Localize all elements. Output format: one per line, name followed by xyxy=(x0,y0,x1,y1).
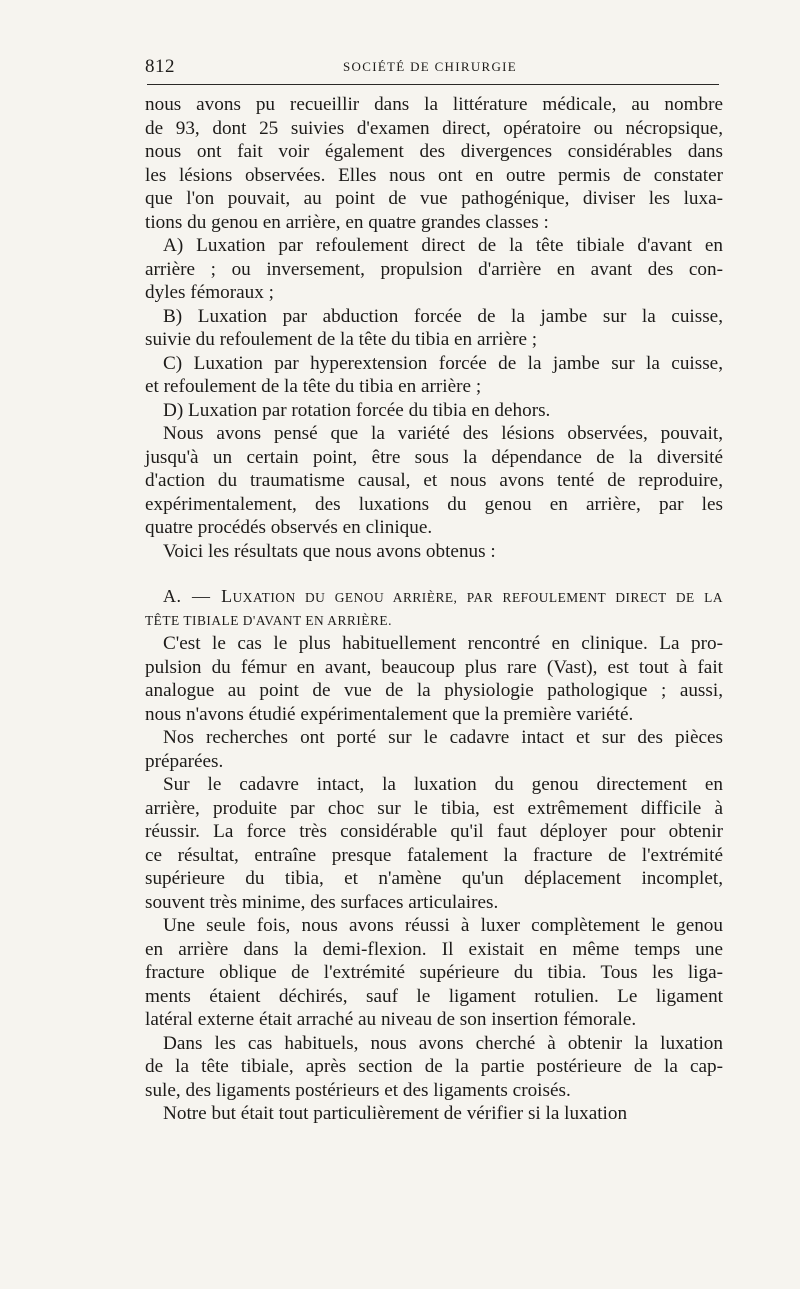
text-line: ments étaient déchirés, sauf le ligament rotulien. Le ligament xyxy=(145,985,723,1007)
text-line: Nos recherches ont porté sur le cadavre intact et sur des pièces xyxy=(163,727,723,748)
paragraph xyxy=(145,1032,725,1103)
page-header xyxy=(145,50,725,84)
text-line: D) Luxation par rotation forcée du tibia en dehors. xyxy=(163,399,551,421)
text-line: d'action du traumatisme causal, et nous avons tenté de reproduire, xyxy=(145,470,723,491)
text-line: Notre but était tout particulièrement de vérifier si la luxation xyxy=(163,1103,628,1124)
running-head: SOCIÉTÉ DE CHIRURGIE xyxy=(343,59,518,74)
paragraph xyxy=(145,399,725,423)
body-text-part-1 xyxy=(145,93,725,563)
section-heading-rest: UXATION DU GENOU ARRIÈRE, PAR REFOULEMENT DIRECT DE LA xyxy=(232,590,723,605)
text-line: suivie du refoulement de la tête du tibia en arrière ; xyxy=(145,329,538,350)
text-line: Une seule fois, nous avons réussi à luxer complètement le genou xyxy=(163,915,723,936)
section-heading-line-2: TÊTE TIBIALE D'AVANT EN ARRIÈRE. xyxy=(145,613,392,628)
paragraph xyxy=(145,773,725,914)
paragraph xyxy=(145,632,725,726)
section-first-capital: L xyxy=(221,586,233,606)
body-text-part-2 xyxy=(145,632,725,1126)
text-line: Dans les cas habituels, nous avons cherché à obtenir la luxation xyxy=(163,1032,723,1054)
text-line: ce résultat, entraîne presque fatalement la fracture de l'extrémité xyxy=(145,844,723,866)
page xyxy=(145,50,725,1126)
text-line: les lésions observées. Elles nous ont en outre permis de constater xyxy=(145,164,723,186)
text-line: analogue au point de vue de la physiologie pathologique ; aussi, xyxy=(145,680,723,701)
paragraph xyxy=(145,914,725,1032)
text-line: nous avons pu recueillir dans la littérature médicale, au nombre xyxy=(145,94,723,115)
text-line: nous ont fait voir également des divergences considérables dans xyxy=(145,141,723,162)
text-line: nous n'avons étudié expérimentalement que la première variété. xyxy=(145,703,634,725)
text-line: arrière, produite par choc sur le tibia, est extrêmement difficile à xyxy=(145,797,723,819)
text-line: A) Luxation par refoulement direct de la tête tibiale d'avant en xyxy=(163,235,723,256)
text-line: fracture oblique de l'extrémité supérieure du tibia. Tous les liga- xyxy=(145,962,723,983)
paragraph xyxy=(145,1102,725,1126)
text-line: en arrière dans la demi-flexion. Il existait en même temps une xyxy=(145,938,723,960)
paragraph xyxy=(145,234,725,305)
paragraph xyxy=(145,726,725,773)
paragraph xyxy=(145,305,725,352)
text-line: Nous avons pensé que la variété des lésions observées, pouvait, xyxy=(163,423,723,444)
section-label: A. — xyxy=(163,586,222,606)
paragraph xyxy=(145,93,725,234)
header-rule xyxy=(147,84,719,85)
section-heading-line-1 xyxy=(145,585,723,609)
text-line: supérieure du tibia, et n'amène qu'un déplacement incomplet, xyxy=(145,868,723,889)
text-line: Voici les résultats que nous avons obtenus : xyxy=(163,540,496,562)
text-line: arrière ; ou inversement, propulsion d'arrière en avant des con- xyxy=(145,258,723,280)
text-line: de 93, dont 25 suivies d'examen direct, opératoire ou nécropsique, xyxy=(145,117,723,139)
text-line: latéral externe était arraché au niveau de son insertion fémorale. xyxy=(145,1009,637,1030)
text-line: jusqu'à un certain point, être sous la dépendance de la diversité xyxy=(145,446,723,468)
section-heading xyxy=(145,585,725,632)
paragraph xyxy=(145,540,725,564)
text-line: que l'on pouvait, au point de vue pathogénique, diviser les luxa- xyxy=(145,188,723,209)
paragraph xyxy=(145,422,725,540)
text-line: souvent très minime, des surfaces articulaires. xyxy=(145,891,499,913)
paragraph xyxy=(145,352,725,399)
text-line: B) Luxation par abduction forcée de la jambe sur la cuisse, xyxy=(163,305,723,327)
text-line: tions du genou en arrière, en quatre grandes classes : xyxy=(145,211,549,233)
page-number: 812 xyxy=(145,56,175,77)
text-line: dyles fémoraux ; xyxy=(145,282,274,303)
text-line: Sur le cadavre intact, la luxation du genou directement en xyxy=(163,774,723,795)
text-line: préparées. xyxy=(145,750,224,772)
text-line: C'est le cas le plus habituellement rencontré en clinique. La pro- xyxy=(163,633,723,654)
text-line: quatre procédés observés en clinique. xyxy=(145,517,433,538)
text-line: pulsion du fémur en avant, beaucoup plus rare (Vast), est tout à fait xyxy=(145,656,723,678)
text-line: expérimentalement, des luxations du genou en arrière, par les xyxy=(145,493,723,515)
text-line: et refoulement de la tête du tibia en arrière ; xyxy=(145,376,482,397)
text-line: C) Luxation par hyperextension forcée de la jambe sur la cuisse, xyxy=(163,352,723,374)
text-line: sule, des ligaments postérieurs et des ligaments croisés. xyxy=(145,1079,571,1101)
text-line: réussir. La force très considérable qu'il faut déployer pour obtenir xyxy=(145,821,723,842)
text-line: de la tête tibiale, après section de la partie postérieure de la cap- xyxy=(145,1056,723,1077)
